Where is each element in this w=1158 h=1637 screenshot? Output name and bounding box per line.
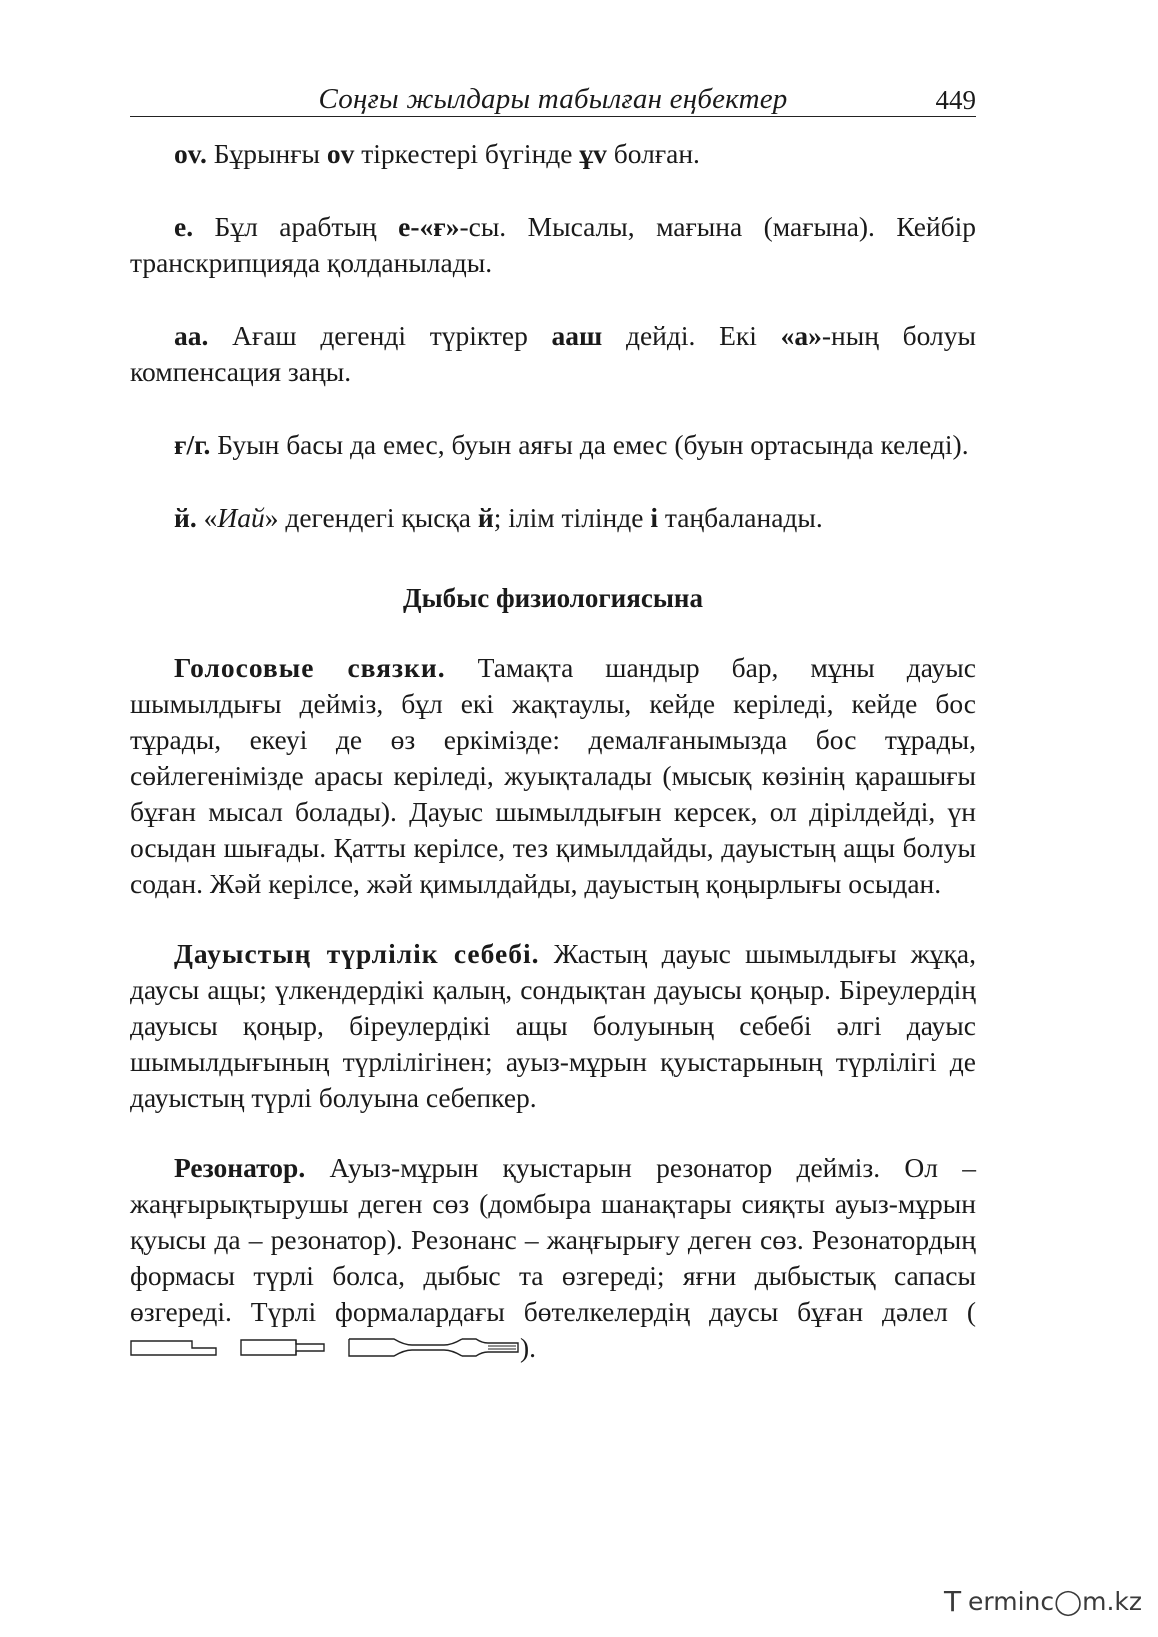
- paragraph-y: [130, 500, 976, 536]
- text-span: Ауыз-мұрын қуыстарын резонатор дейміз. Ол – жаңғырықтырушы деген сөз (домбыра шанақтары сияқты ауыз-мұрын қуысы да – резонатор). Резонанс – жаңғырығу деген сөз. Резонатордың формасы түрлі болса, дыбыс та өзгереді; яғни дыбыстық сапасы өзгереді. Түрлі формалардағы бөтелкелердің даусы бұған дәлел (: [130, 1152, 976, 1327]
- term-g: ғ/г.: [174, 429, 211, 460]
- watermark-letter: T: [944, 1585, 962, 1618]
- term-resonator: Резонатор.: [174, 1152, 306, 1183]
- term-ov: ov.: [174, 138, 207, 169]
- text-span: болған.: [606, 138, 700, 169]
- paragraph-voice-variety: [130, 936, 976, 1116]
- text-span: ).: [520, 1332, 537, 1363]
- bold-span: й: [477, 502, 494, 533]
- watermark-logo: [942, 1585, 1142, 1623]
- page-body: [130, 136, 976, 1366]
- bold-span: ұv: [579, 138, 607, 169]
- bold-span: і: [650, 502, 658, 533]
- watermark-text: erminc◯m.kz: [968, 1587, 1142, 1616]
- running-header: [130, 82, 976, 117]
- text-span: Тамақта шандыр бар, мұны дауыс шымылдығы дейміз, бұл екі жақтаулы, кейде керіледі, кейде бос тұрады, екеуі де өз еркімізде: демалғанымызда бос тұрады, сөйлегенімізде арасы керіледі, жуықталады (мысық көзінің қарашығы бұған мысал болады). Дауыс шымылдығын керсек, ол дірілдейді, үн осыдан шығады. Қатты керілсе, тез қимылдайды, дауыстың ащы болуы содан. Жәй керілсе, жәй қимылдайды, дауыстың қоңырлығы осыдан.: [130, 652, 976, 899]
- text-span: » дегендегі қысқа: [264, 502, 478, 533]
- text-span: дейді. Екі: [602, 320, 781, 351]
- text-span: «: [196, 502, 218, 533]
- paragraph-e: [130, 209, 976, 281]
- bottle-narrow-shape-icon: [348, 1338, 520, 1358]
- section-heading: Дыбыс физиологиясына: [403, 583, 703, 613]
- paragraph-g: [130, 427, 976, 463]
- paragraph-aa: [130, 318, 976, 390]
- term-voice-variety: Дауыстың түрлілік себебі.: [174, 938, 540, 969]
- text-span: -ның болуы компенсация заңы.: [130, 320, 976, 387]
- text-span: таңбаланады.: [657, 502, 823, 533]
- bold-span: ov: [326, 138, 355, 169]
- bold-span: «а»: [780, 320, 822, 351]
- text-span: Жастың дауыс шымылдығы жұқа, даусы ащы; үлкендердікі қалың, сондықтан дауысы қоңыр. Біреулердің дауысы қоңыр, біреулердікі ащы болуының себебі әлгі дауыс шымылдығының түрлілігінен; ауыз-мұрын қуыстарының түрлілігі де дауыстың түрлі болуына себепкер.: [130, 938, 977, 1113]
- running-header-title: Соңғы жылдары табылған еңбектер: [318, 83, 788, 115]
- paragraph-resonator: [130, 1150, 976, 1366]
- text-span: Буын басы да емес, буын аяғы да емес (буын ортасында келеді).: [210, 429, 969, 460]
- bold-span: ааш: [551, 320, 603, 351]
- text-span: Ағаш дегенді түріктер: [208, 320, 552, 351]
- term-aa: аа.: [174, 320, 209, 351]
- text-span: -сы. Мысалы, мағына (мағына). Кейбір транскрипцияда қолданылады.: [130, 211, 976, 278]
- italic-span: Иай: [217, 502, 265, 533]
- paragraph-ov: [130, 136, 976, 172]
- term-vocal-cords: Голосовые связки.: [174, 652, 446, 683]
- text-span: Бұл арабтың: [193, 211, 399, 242]
- term-e: е.: [174, 211, 194, 242]
- page-number: 449: [935, 85, 976, 115]
- text-span: ; ілім тілінде: [493, 502, 651, 533]
- paragraph-vocal-cords: [130, 650, 976, 902]
- bottle-shape-icon: [130, 1339, 218, 1357]
- bold-span: е-«ғ»: [398, 211, 460, 242]
- term-y: й.: [174, 502, 197, 533]
- text-span: Бұрынғы: [206, 138, 327, 169]
- bottle-neck-shape-icon: [240, 1339, 326, 1357]
- text-span: тіркестері бүгінде: [354, 138, 580, 169]
